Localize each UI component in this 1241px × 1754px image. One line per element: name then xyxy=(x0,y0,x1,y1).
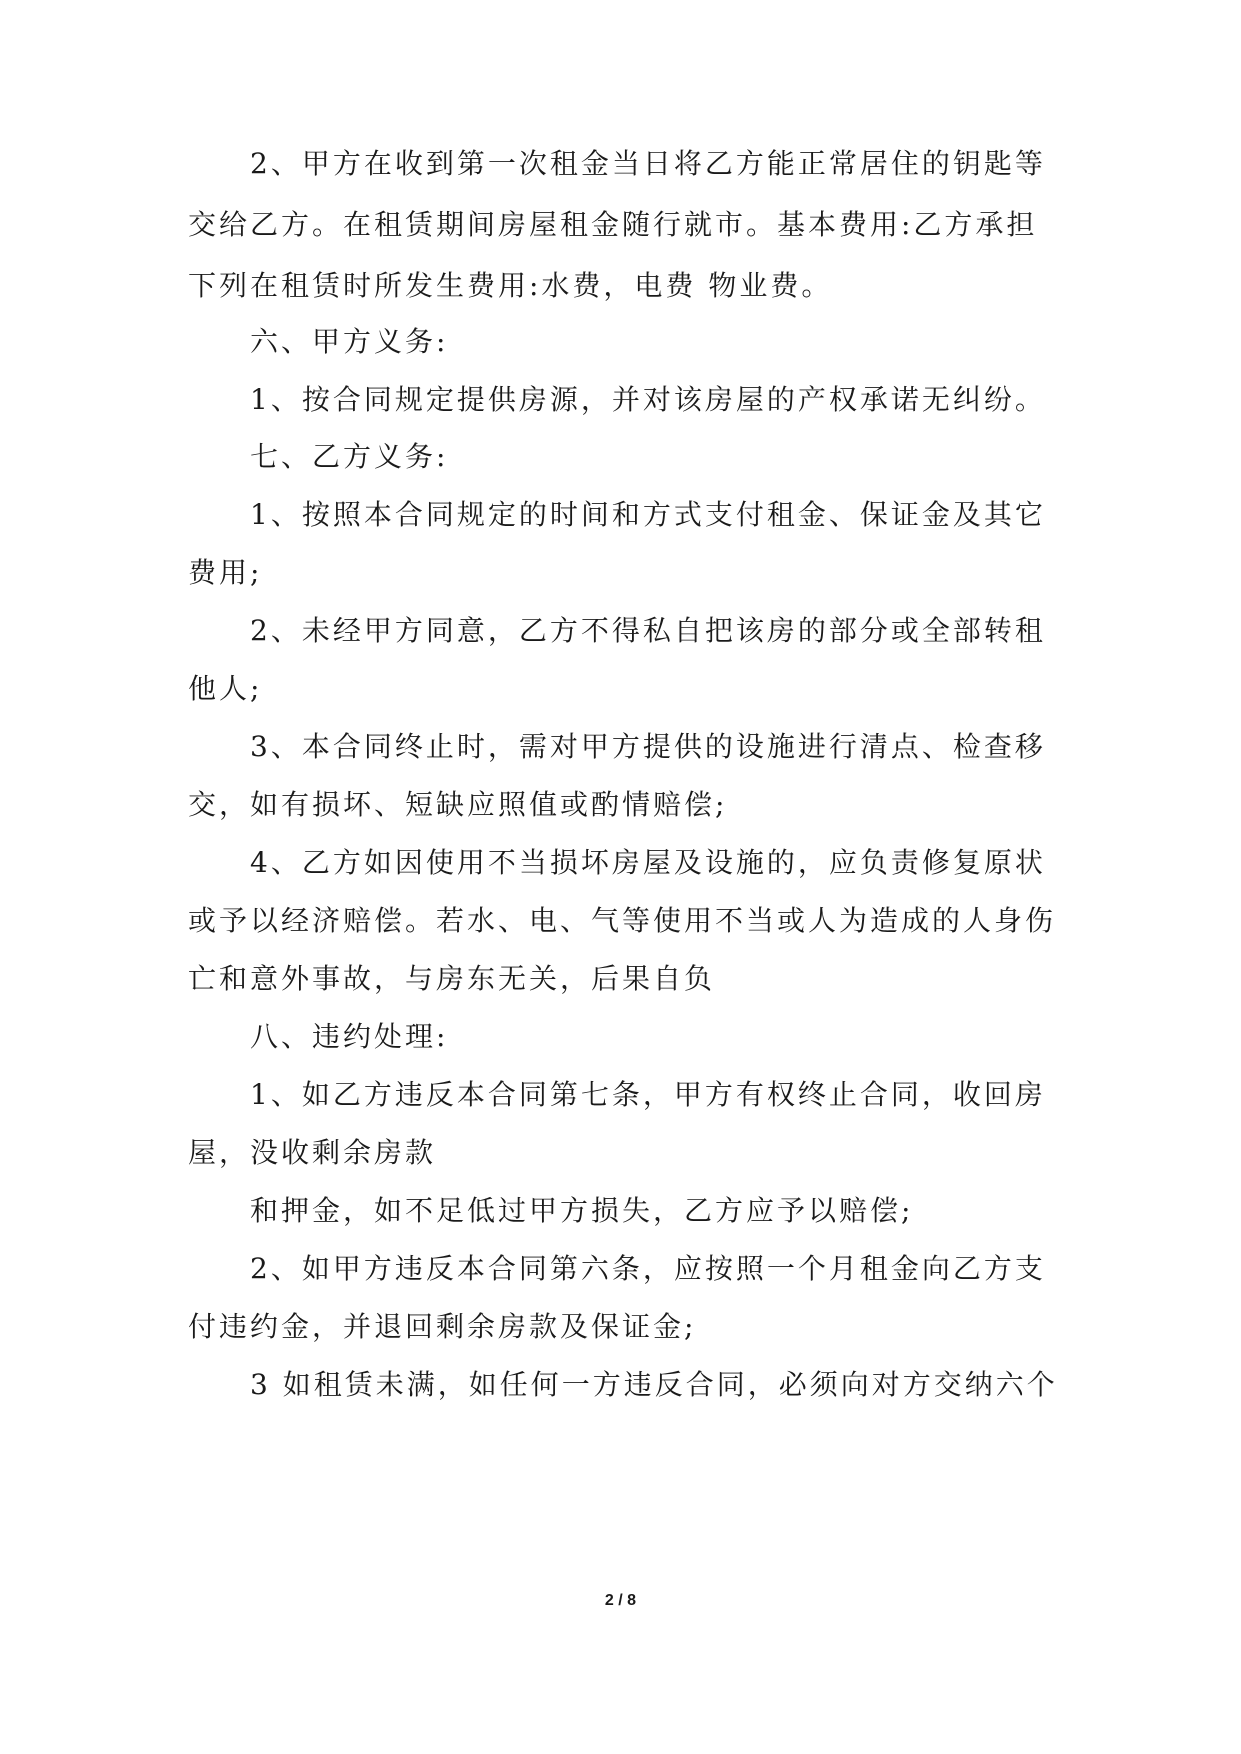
section-heading: 七、乙方义务: xyxy=(250,440,449,473)
page-number: 2 / 8 xyxy=(604,1592,637,1609)
text-line: 费用; xyxy=(188,556,263,589)
text-line: 2、甲方在收到第一次租金当日将乙方能正常居住的钥匙等 xyxy=(250,147,1046,180)
text-line: 交给乙方。在租赁期间房屋租金随行就市。基本费用:乙方承担 xyxy=(188,208,1038,241)
text-line: 2、未经甲方同意，乙方不得私自把该房的部分或全部转租 xyxy=(250,614,1046,647)
text-line: 他人; xyxy=(188,672,263,705)
text-line: 亡和意外事故，与房东无关，后果自负 xyxy=(188,962,716,995)
text-line: 屋，没收剩余房款 xyxy=(188,1136,437,1169)
text-line: 3 如租赁未满，如任何一方违反合同，必须向对方交纳六个 xyxy=(250,1368,1058,1401)
text-line: 1、按照本合同规定的时间和方式支付租金、保证金及其它 xyxy=(250,498,1046,531)
text-line: 付违约金，并退回剩余房款及保证金; xyxy=(188,1310,697,1343)
text-line: 1、按合同规定提供房源，并对该房屋的产权承诺无纠纷。 xyxy=(250,383,1046,416)
text-line: 交，如有损坏、短缺应照值或酌情赔偿; xyxy=(188,788,728,821)
text-line: 3、本合同终止时，需对甲方提供的设施进行清点、检查移 xyxy=(250,730,1046,763)
text-line: 下列在租赁时所发生费用:水费，电费 物业费。 xyxy=(188,269,833,302)
text-line: 1、如乙方违反本合同第七条，甲方有权终止合同，收回房 xyxy=(250,1078,1046,1111)
text-line: 和押金，如不足低过甲方损失，乙方应予以赔偿; xyxy=(250,1194,914,1227)
text-line: 4、乙方如因使用不当损坏房屋及设施的，应负责修复原状 xyxy=(250,846,1046,879)
section-heading: 八、违约处理: xyxy=(250,1020,449,1053)
text-line: 或予以经济赔偿。若水、电、气等使用不当或人为造成的人身伤 xyxy=(188,904,1057,937)
text-line: 2、如甲方违反本合同第六条，应按照一个月租金向乙方支 xyxy=(250,1252,1046,1285)
section-heading: 六、甲方义务: xyxy=(250,325,449,358)
